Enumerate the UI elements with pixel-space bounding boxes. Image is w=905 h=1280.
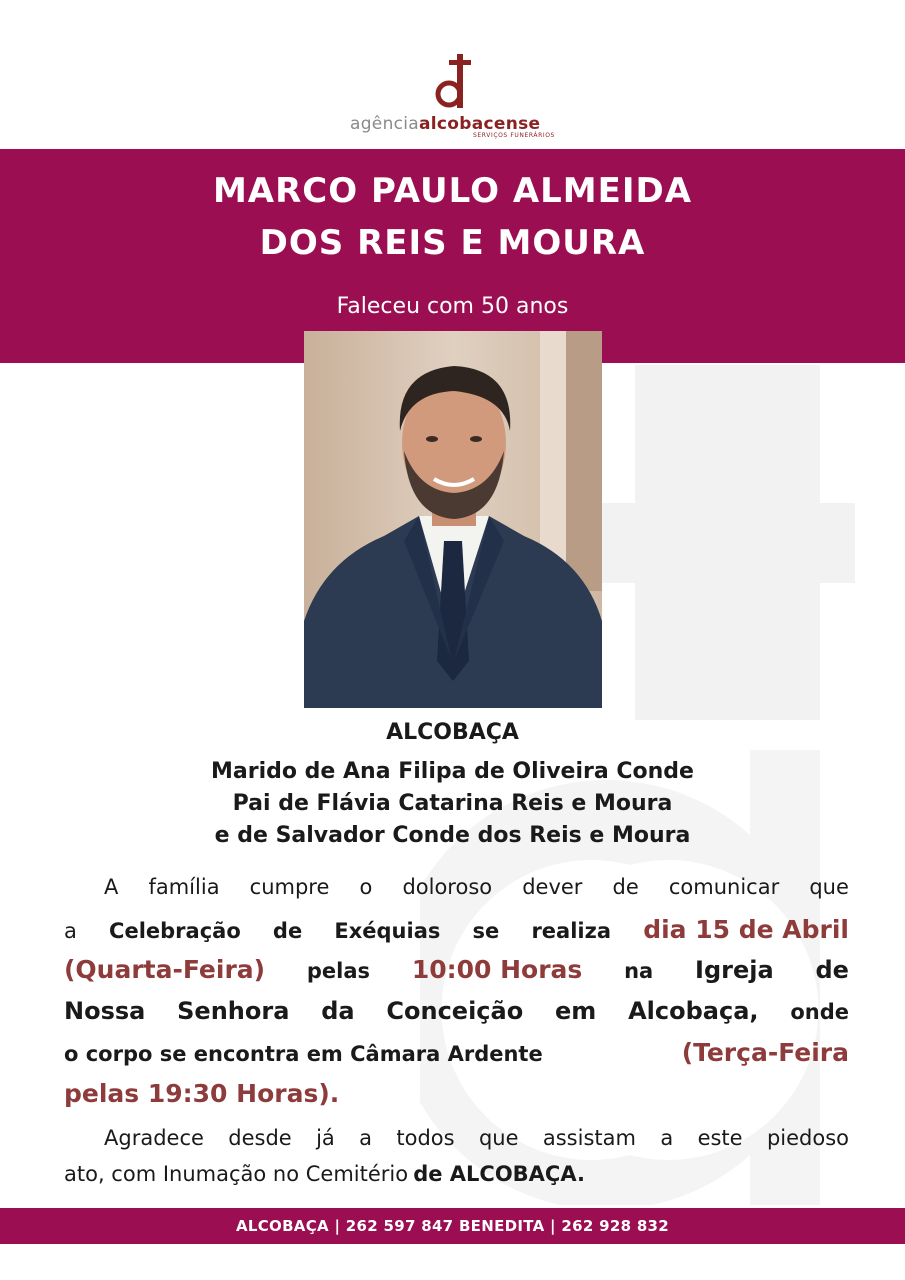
- word: de: [815, 956, 849, 984]
- logo-subtitle: SERVIÇOS FUNERÁRIOS: [473, 132, 555, 139]
- agency-logo: [345, 48, 560, 140]
- word: onde: [790, 1000, 849, 1024]
- word: de: [272, 919, 303, 943]
- funeral-time: 10:00 Horas: [411, 955, 583, 984]
- word: este: [697, 1126, 743, 1150]
- word: em: [555, 997, 597, 1025]
- word: de: [612, 875, 639, 899]
- burial-text: ato, com Inumação no Cemitério: [64, 1162, 409, 1186]
- deceased-name-line2: DOS REIS E MOURA: [259, 223, 646, 263]
- relation-child-2: e de Salvador Conde dos Reis e Moura: [214, 823, 691, 848]
- chapel-time: pelas 19:30 Horas).: [64, 1079, 340, 1108]
- portrait-photo: [304, 331, 602, 708]
- word: se: [472, 919, 500, 943]
- word: pelas: [306, 959, 371, 983]
- logo-brand-bold: alcobacense: [419, 114, 541, 134]
- word: família: [148, 875, 220, 899]
- word: a: [660, 1126, 674, 1150]
- word: doloroso: [402, 875, 493, 899]
- cross-d-icon: [435, 48, 479, 108]
- logo-wordmark: [350, 114, 540, 134]
- word: que: [809, 875, 849, 899]
- word: Igreja: [695, 956, 774, 984]
- logo-brand-light: agência: [350, 114, 420, 134]
- word: a: [64, 919, 77, 943]
- burial-place: de ALCOBAÇA.: [413, 1162, 585, 1186]
- word: Alcobaça,: [628, 997, 759, 1025]
- word: na: [624, 959, 654, 983]
- word: da: [321, 997, 355, 1025]
- chapel-text: o corpo se encontra em Câmara Ardente: [64, 1042, 543, 1066]
- word: todos: [396, 1126, 455, 1150]
- word: A: [104, 875, 119, 899]
- word: Celebração: [109, 919, 241, 943]
- word: Senhora: [177, 997, 290, 1025]
- relation-spouse: Marido de Ana Filipa de Oliveira Conde: [211, 759, 694, 784]
- word: a: [359, 1126, 373, 1150]
- word: já: [316, 1126, 335, 1150]
- word: o: [359, 875, 373, 899]
- funeral-weekday: (Quarta-Feira): [64, 955, 266, 984]
- word: Exéquias: [334, 919, 441, 943]
- relation-child-1: Pai de Flávia Catarina Reis e Moura: [232, 791, 673, 816]
- funeral-date: dia 15 de Abril: [643, 915, 849, 944]
- word: realiza: [531, 919, 612, 943]
- word: que: [478, 1126, 519, 1150]
- word: Conceição: [386, 997, 524, 1025]
- location-heading: ALCOBAÇA: [386, 720, 519, 745]
- word: Agradece: [104, 1126, 204, 1150]
- contact-footer: ALCOBAÇA | 262 597 847 BENEDITA | 262 928 832: [0, 1208, 905, 1244]
- age-text: Faleceu com 50 anos: [336, 294, 569, 319]
- deceased-name-line1: MARCO PAULO ALMEIDA: [212, 171, 693, 211]
- word: dever: [522, 875, 583, 899]
- word: assistam: [542, 1126, 636, 1150]
- chapel-weekday: (Terça-Feira: [681, 1038, 849, 1067]
- word: piedoso: [766, 1126, 849, 1150]
- word: Nossa: [64, 997, 146, 1025]
- word: desde: [228, 1126, 292, 1150]
- word: comunicar: [668, 875, 780, 899]
- word: cumpre: [249, 875, 330, 899]
